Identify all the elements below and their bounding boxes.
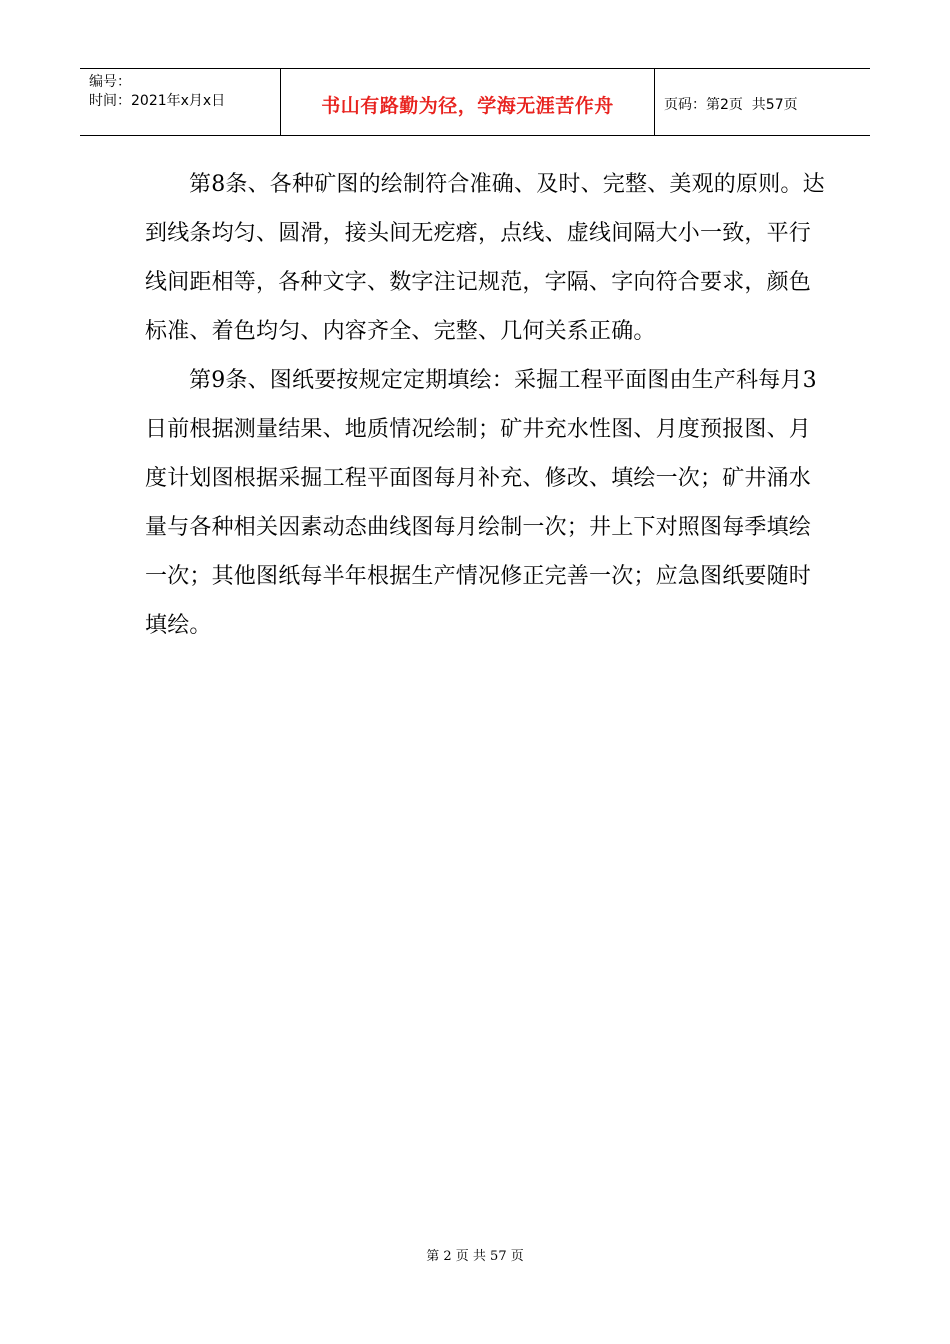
- paragraph-article-9: 第9条、图纸要按规定定期填绘：采掘工程平面图由生产科每月3日前根据测量结果、地质情况绘制；矿井充水性图、月度预报图、月度计划图根据采掘工程平面图每月补充、修改、填绘一次；矿井涌水量与各种相关因素动态曲线图每月绘制一次；井上下对照图每季填绘一次；其他图纸每半年根据生产情况修正完善一次；应急图纸要随时填绘。: [145, 368, 817, 638]
- document-date-label: 时间：2021年x月x日: [89, 93, 226, 109]
- header-meta: [80, 69, 281, 135]
- header-page-info: 页码：第2页 共57页: [664, 97, 798, 113]
- header-page-cell: [655, 69, 870, 135]
- document-number-label: 编号：: [89, 74, 131, 90]
- header-motto: 书山有路勤为径，学海无涯苦作舟: [321, 94, 614, 117]
- document-header: [80, 68, 870, 136]
- page-footer: 第 2 页 共 57 页: [426, 1249, 524, 1264]
- paragraph-article-8: 第8条、各种矿图的绘制符合准确、及时、完整、美观的原则。达到线条均匀、圆滑，接头间无疙瘩，点线、虚线间隔大小一致，平行线间距相等，各种文字、数字注记规范，字隔、字向符合要求，颜色标准、着色均匀、内容齐全、完整、几何关系正确。: [145, 172, 825, 344]
- header-motto-cell: [281, 69, 655, 135]
- document-body: [145, 160, 825, 650]
